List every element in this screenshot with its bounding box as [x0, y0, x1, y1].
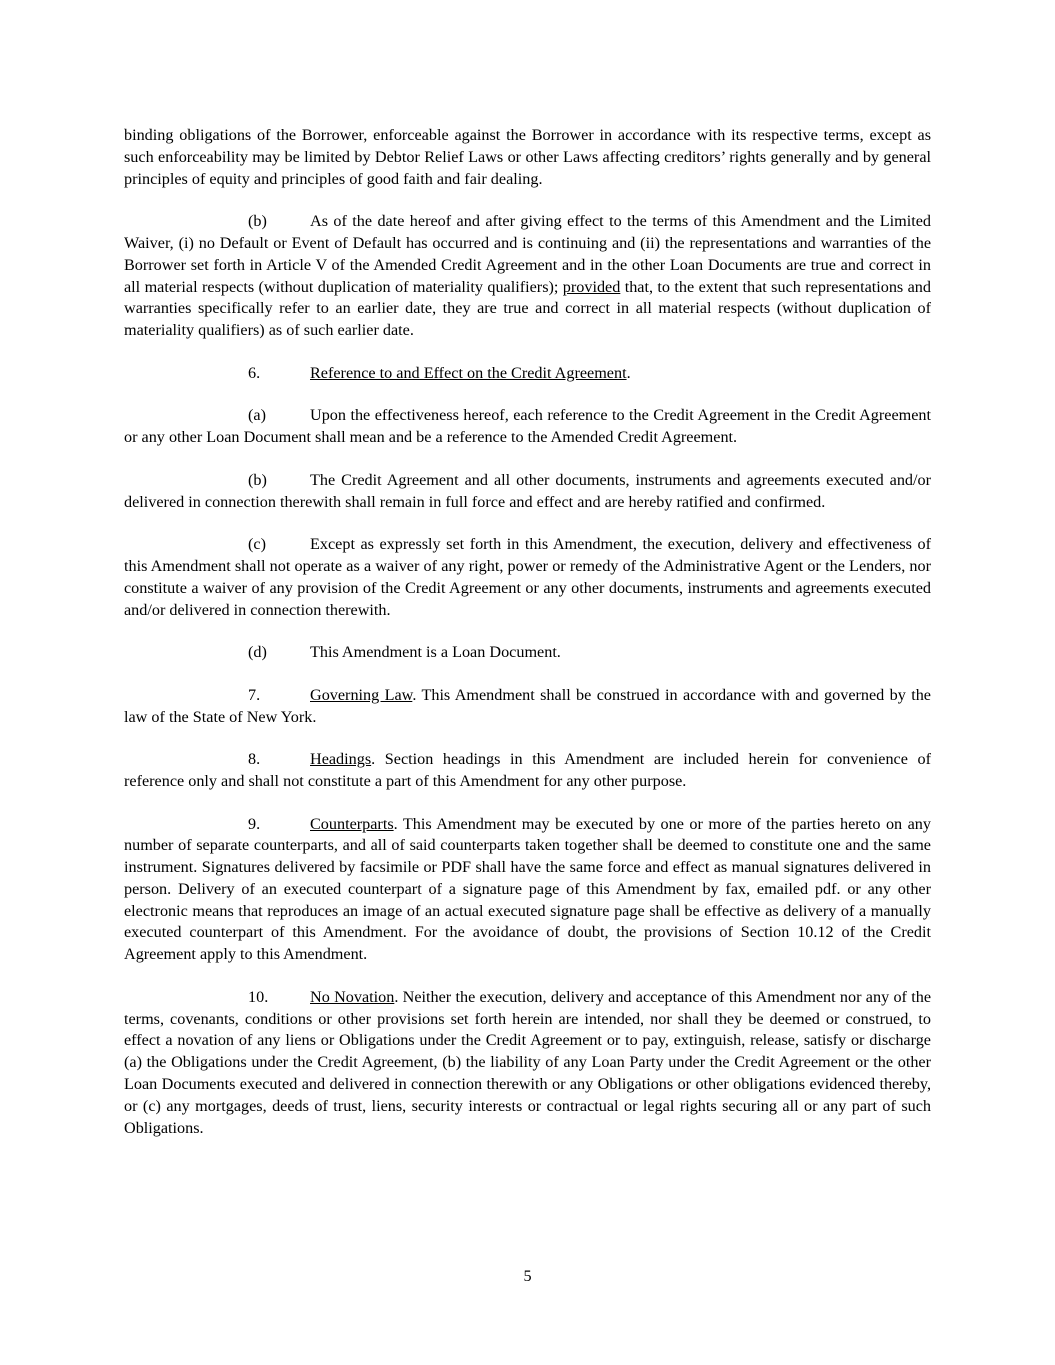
- paragraph-number: (b): [248, 470, 267, 489]
- section-title: Reference to and Effect on the Credit Agreement: [310, 363, 627, 382]
- document-body: [124, 125, 931, 1160]
- paragraph-text: This Amendment is a Loan Document.: [310, 643, 561, 662]
- section-10: [124, 987, 931, 1140]
- section-7: [124, 685, 931, 729]
- underlined-term-provided: provided: [562, 277, 621, 296]
- section-text: . This Amendment may be executed by one or more of the parties hereto on any number of separate counterparts, and all of said counterparts taken together shall be deemed to constitute one and the same instrument. Signatures delivered by facsimile or PDF shall have the same force and effect as manual signatures delivered in person. Delivery of an executed counterpart of a signature page of this Amendment by fax, emailed pdf. or any other electronic means that reproduces an image of an actual executed signature page shall be effective as delivery of a manually executed counterpart of this Amendment. For the avoidance of doubt, the provisions of Section 10.12 of the Credit Agreement apply to this Amendment.: [124, 814, 931, 964]
- paragraph-text: The Credit Agreement and all other documents, instruments and agreements executed and/or delivered in connection therewith shall remain in full force and effect and are hereby ratified and confirmed.: [124, 470, 931, 511]
- paragraph-number: (d): [248, 643, 267, 662]
- section-number: 8.: [248, 750, 261, 769]
- paragraph-text: As of the date hereof and after giving effect to the terms of this Amendment and the Limited Waiver, (i) no Default or Event of Default has occurred and is continuing and (ii) the representations and warranties of the Borrower set forth in Article V of the Amended Credit Agreement and in the other Loan Documents are true and correct in all material respects (without duplication of materiality qualifiers);: [124, 212, 931, 296]
- section-title: No Novation: [310, 987, 395, 1006]
- section-6-heading: [124, 363, 931, 385]
- paragraph-text: that, to the extent that such representations and warranties specifically refer to an earlier date, they are true and correct in all material respects (without duplication of materiality qualifiers) as of such earlier date.: [124, 277, 931, 340]
- section-number: 6.: [248, 363, 261, 382]
- section-8: [124, 749, 931, 793]
- paragraph-number: (b): [248, 212, 267, 231]
- section-title: Counterparts: [310, 814, 394, 833]
- section-title: Headings: [310, 750, 372, 769]
- paragraph-6d: [124, 642, 931, 664]
- section-title: Governing Law: [310, 685, 413, 704]
- paragraph-6a: [124, 405, 931, 449]
- paragraph-6c: [124, 534, 931, 621]
- paragraph-number: (c): [248, 535, 266, 554]
- paragraph-5b: [124, 211, 931, 342]
- section-number: 10.: [248, 987, 269, 1006]
- paragraph-text: Except as expressly set forth in this Amendment, the execution, delivery and effectiveness of this Amendment shall not operate as a waiver of any right, power or remedy of the Administrative Agent or the Lenders, nor constitute a waiver of any provision of the Credit Agreement or any other documents, instruments and agreements executed and/or delivered in connection therewith.: [124, 535, 931, 619]
- section-text: . This Amendment shall be construed in accordance with and governed by the law of the State of New York.: [124, 685, 931, 726]
- section-text: . Neither the execution, delivery and acceptance of this Amendment nor any of the terms, covenants, conditions or other provisions set forth herein are intended, nor shall they be deemed or construed, to effect a novation of any liens or Obligations under the Credit Agreement or to pay, extinguish, release, satisfy or discharge (a) the Obligations under the Credit Agreement, (b) the liability of any Loan Party under the Credit Agreement or the other Loan Documents executed and delivered in connection therewith or any Obligations or other obligations evidenced thereby, or (c) any mortgages, deeds of trust, liens, security interests or contractual or legal rights securing all or any part of such Obligations.: [124, 987, 932, 1137]
- paragraph-text: Upon the effectiveness hereof, each reference to the Credit Agreement in the Credit Agreement or any other Loan Document shall mean and be a reference to the Amended Credit Agreement.: [124, 406, 931, 447]
- paragraph-number: (a): [248, 406, 266, 425]
- section-number: 9.: [248, 814, 261, 833]
- paragraph-continuation: binding obligations of the Borrower, enforceable against the Borrower in accordance with its respective terms, except as such enforceability may be limited by Debtor Relief Laws or other Laws affecting creditors’ rights generally and by general principles of equity and principles of good faith and fair dealing.: [124, 126, 931, 188]
- section-title-punctuation: .: [626, 363, 631, 382]
- paragraph-6b: [124, 470, 931, 514]
- section-text: . Section headings in this Amendment are included herein for convenience of reference only and shall not constitute a part of this Amendment for any other purpose.: [124, 750, 931, 790]
- section-9: [124, 814, 931, 967]
- page-number: 5: [523, 1267, 532, 1285]
- section-number: 7.: [248, 685, 261, 704]
